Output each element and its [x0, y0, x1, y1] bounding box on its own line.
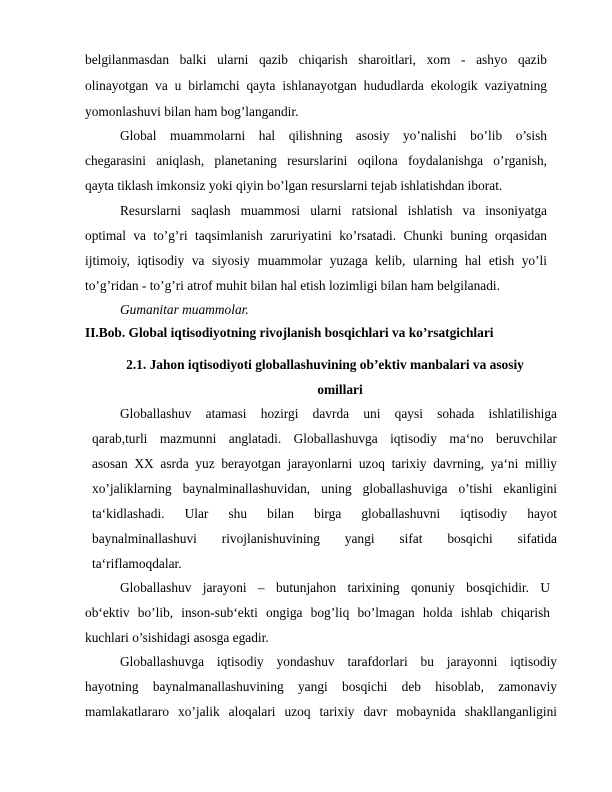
section-heading: omillari — [317, 382, 363, 397]
text-line: Resurslarni saqlash muammosi ularni ratsional ishlatish va insoniyatga — [120, 203, 547, 218]
text-line: Globallashuv jarayoni – butunjahon tarixining qonuniy bosqichidir. U — [120, 580, 550, 595]
text-line: ob‘ektiv bo’lib, inson-sub‘ekti ongiga bog’liq bo’lmagan holda ishlab chiqarish — [85, 605, 550, 620]
text-line: ta‘riflamoqdalar. — [92, 556, 182, 571]
text-line: Globallashuv atamasi hozirgi davrda uni qaysi sohada ishlatilishiga — [120, 406, 557, 421]
text-line: belgilanmasdan balki ularni qazib chiqarish sharoitlari, xom - ashyo qazib — [85, 52, 547, 67]
text-line: qarab,turli mazmunni anglatadi. Globallashuvga iqtisodiy ma‘no beruvchilar — [92, 431, 557, 446]
text-line: baynalminallashuvi rivojlanishuvining yangi sifat bosqichi sifatida — [92, 531, 557, 546]
text-line: yomonlashuvi bilan ham bog’langandir. — [85, 104, 299, 119]
text-line: hayotning baynalmanallashuvining yangi bosqichi deb hisoblab, zamonaviy — [85, 679, 557, 694]
text-line: mamlakatlararo xo’jalik aloqalari uzoq tarixiy davr mobaynida shakllanganligini — [85, 704, 557, 719]
text-line: asosan XX asrda yuz berayotgan jarayonlarni uzoq tarixiy davrning, ya‘ni milliy — [92, 456, 557, 471]
text-line: olinayotgan va u birlamchi qayta ishlanayotgan hududlarda ekologik vaziyatning — [85, 78, 547, 93]
text-line: to’g’ridan - to’g’ri atrof muhit bilan hal etish lozimligi bilan ham belgilanadi. — [85, 278, 501, 293]
subsection-label: Gumanitar muammolar. — [120, 302, 249, 317]
text-line: optimal va to’g’ri taqsimlanish zaruriyatini ko’rsatadi. Chunki buning orqasidan — [85, 228, 547, 243]
text-line: qayta tiklash imkonsiz yoki qiyin bo’lgan resurslarni tejab ishlatishdan iborat. — [85, 178, 503, 193]
text-line: Globallashuvga iqtisodiy yondashuv tarafdorlari bu jarayonni iqtisodiy — [120, 654, 557, 669]
text-line: kuchlari o’sishidagi asosga egadir. — [85, 630, 269, 645]
text-line: Global muammolarni hal qilishning asosiy yo’nalishi bo’lib o’sish — [120, 128, 547, 143]
text-line: ta‘kidlashadi. Ular shu bilan birga globallashuvni iqtisodiy hayot — [92, 506, 557, 521]
chapter-heading: II.Bob. Global iqtisodiyotning rivojlanish bosqichlari va ko’rsatgichlari — [85, 325, 494, 340]
section-heading: 2.1. Jahon iqtisodiyoti globallashuvining ob’ektiv manbalari va asosiy — [126, 357, 524, 372]
text-line: ijtimoiy, iqtisodiy va siyosiy muammolar yuzaga kelib, ularning hal etish yo’li — [85, 253, 547, 268]
text-line: xo’jaliklarning baynalminallashuvidan, uning globallashuviga o’tishi ekanligini — [92, 481, 557, 496]
text-line: chegarasini aniqlash, planetaning resurslarini oqilona foydalanishga o’rganish, — [85, 153, 547, 168]
